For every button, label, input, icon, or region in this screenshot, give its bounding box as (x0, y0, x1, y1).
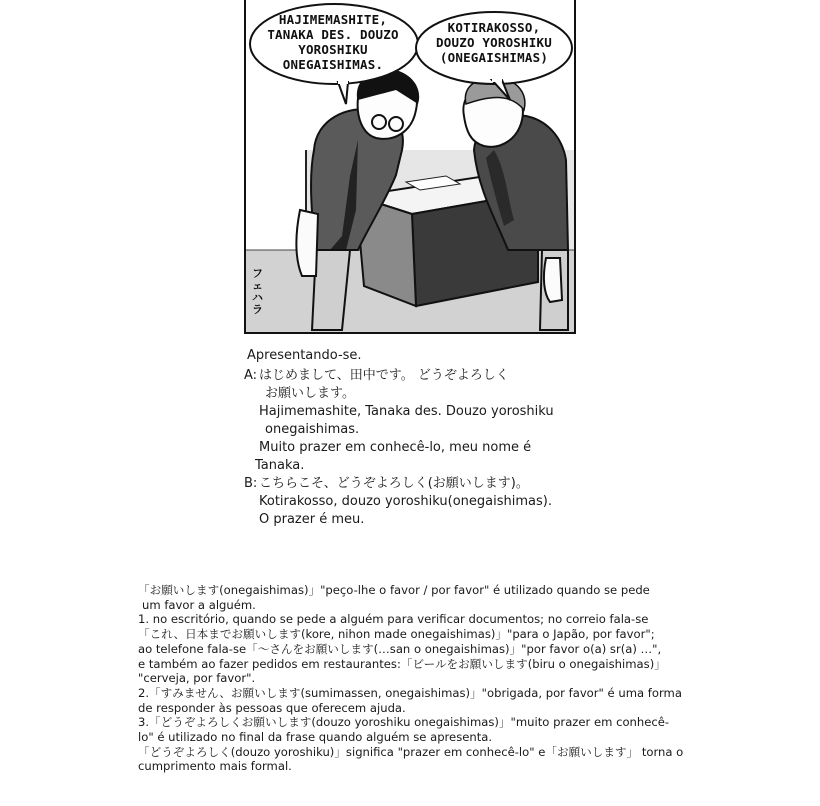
dialogue-line: O prazer é meu. (259, 512, 365, 527)
note-line: 3.「どうぞよろしくお願いします(douzo yoroshiku onegaishimas)」"muito prazer em conhecê- (138, 715, 670, 730)
note-line: 「お願いします(onegaishimas)」"peço-lhe o favor / por favor" é utilizado quando se pede (138, 583, 650, 597)
dialogue-line: お願いします。 (265, 386, 355, 401)
note-line: cumprimento mais formal. (138, 759, 292, 774)
dialogue-line: Hajimemashite, Tanaka des. Douzo yoroshiku (259, 404, 554, 419)
note-line: 1. no escritório, quando se pede a alguém para verificar documentos; no correio fala-se (138, 612, 649, 627)
note-line: 2.「すみません、お願いします(sumimassen, onegaishimas)」"obrigada, por favor" é uma forma (138, 685, 682, 700)
dialogue-line: B: こちらこそ、どうぞよろしく(お願いします)。 (244, 476, 529, 491)
dialogue-line: Muito prazer em conhecê-lo, meu nome é (259, 440, 532, 455)
dialogue-line: Tanaka. (255, 458, 305, 473)
speech-bubble-reply: KOTIRAKOSSO, DOUZO YOROSHIKU (ONEGAISHIMAS) (436, 20, 552, 65)
comic-panel (244, 0, 576, 334)
dialogue-block (244, 347, 584, 529)
dialogue-line: Kotirakosso, douzo yoroshiku(onegaishimas). (259, 494, 552, 509)
note-line: e também ao fazer pedidos em restaurantes:「ビールをお願いします(biru o onegaishimas)」 (138, 656, 666, 671)
note-line: de responder às pessoas que oferecem ajuda. (138, 700, 406, 715)
note-line: um favor a alguém. (142, 597, 256, 612)
note-line: ao telefone fala-se「～さんをお願いします(…san o onegaishimas)」"por favor o(a) sr(a) …", (138, 641, 662, 656)
dialogue-title: Apresentando-se. (247, 348, 362, 363)
note-line: "cerveja, por favor". (138, 671, 256, 686)
speaker-b-label: B: (244, 476, 258, 491)
note-line: 「どうぞよろしく(douzo yoroshiku)」significa "prazer em conhecê-lo" e「お願いします」 torna o (138, 744, 684, 759)
artist-signature: フ ェ ハ ラ (252, 267, 263, 316)
speaker-a-label: A: (244, 368, 258, 383)
note-line: 「これ、日本までお願いします(kore, nihon made onegaishimas)」"para o Japão, por favor"; (138, 627, 655, 642)
dialogue-line: A: はじめまして、田中です。 どうぞよろしく (244, 368, 509, 383)
dialogue-line: onegaishimas. (265, 422, 360, 437)
note-line: lo" é utilizado no final da frase quando alguém se apresenta. (138, 730, 493, 745)
usage-notes (138, 583, 698, 774)
speech-bubble-tanaka: HAJIMEMASHITE, TANAKA DES. DOUZO YOROSHIKU ONEGAISHIMAS. (267, 12, 399, 72)
